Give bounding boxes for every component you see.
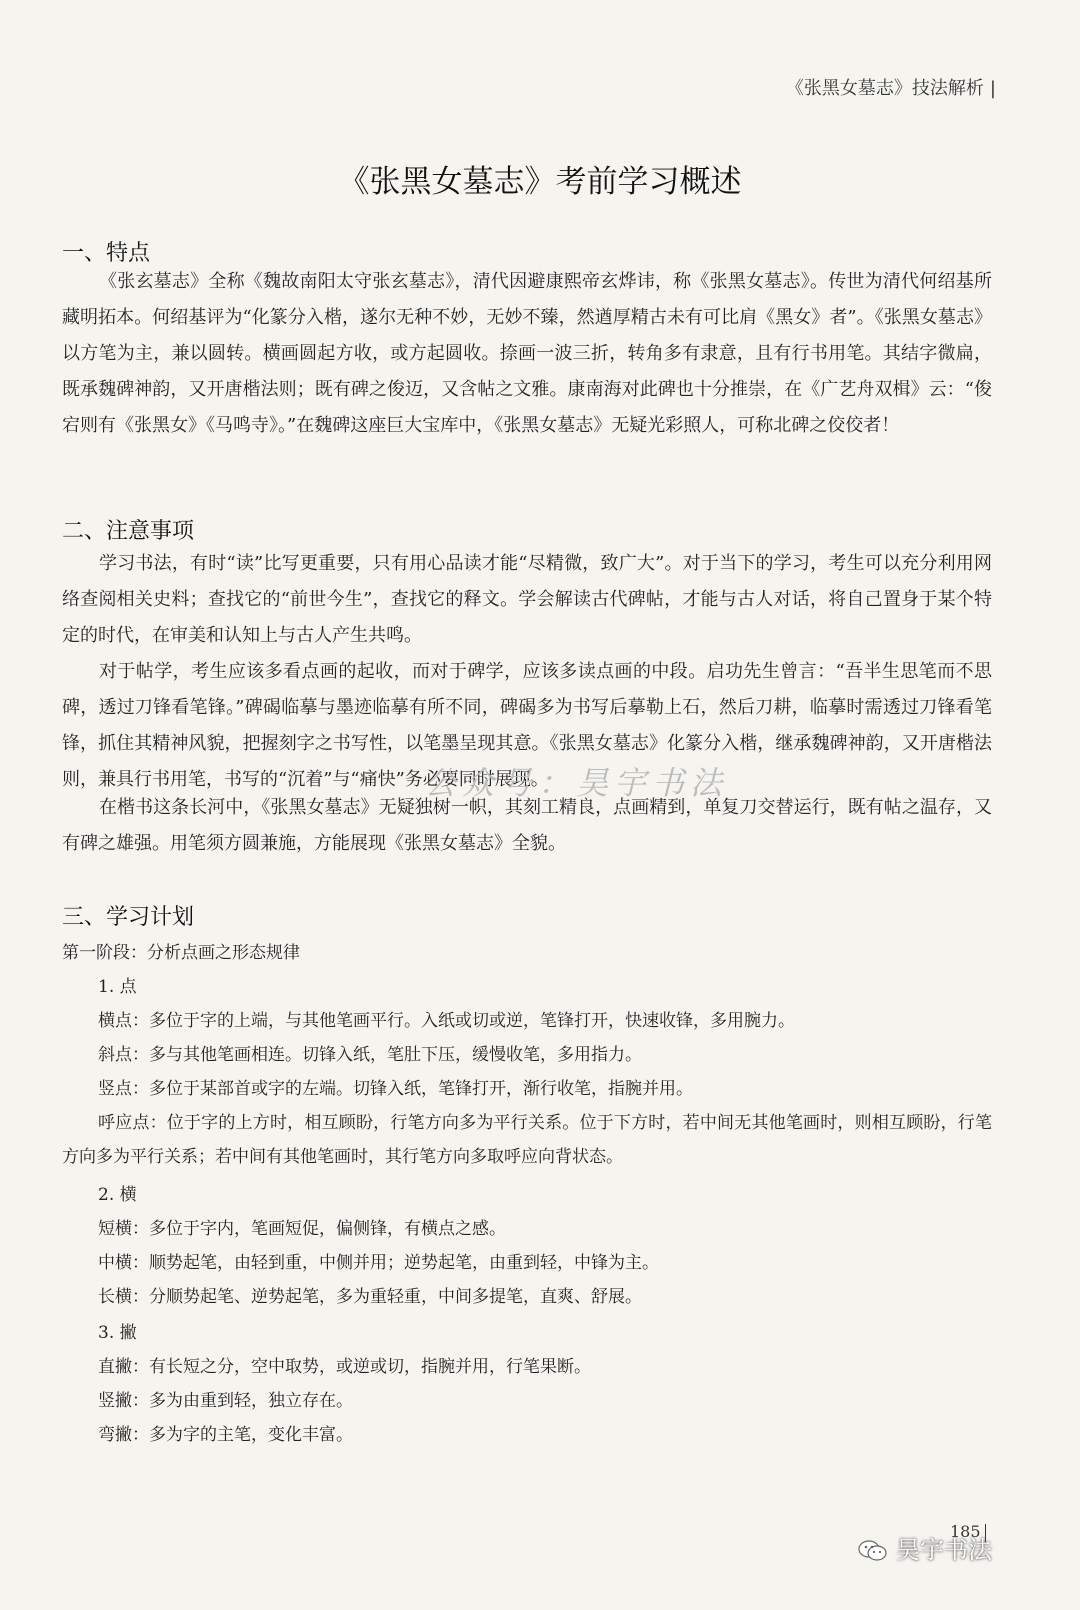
notes-paragraph-1: 学习书法，有时“读”比写更重要，只有用心品读才能“尽精微，致广大”。对于当下的学习，考生可以充分利用网络查阅相关史料；查找它的“前世今生”，查找它的释文。学会解读古代碑帖，才能与古人对话，将自己置身于某个特定的时代，在审美和认知上与古人产生共鸣。 bbox=[62, 553, 992, 646]
heng-medium: 中横：顺势起笔，由轻到重，中侧并用；逆势起笔，由重到轻，中锋为主。 bbox=[98, 1253, 659, 1273]
wechat-icon bbox=[858, 1539, 888, 1563]
subheading-dot: 1. 点 bbox=[98, 977, 137, 997]
heng-long: 长横：分顺势起笔、逆势起笔，多为重轻重，中间多提笔，直爽、舒展。 bbox=[98, 1287, 642, 1307]
header-separator: | bbox=[989, 78, 996, 99]
section-heading-plan: 三、学习计划 bbox=[62, 905, 195, 930]
dot-echo: 呼应点：位于字的上方时，相互顾盼，行笔方向多为平行关系。位于下方时，若中间无其他笔画时，则相互顾盼，行笔方向多为平行关系；若中间有其他笔画时，其行笔方向多取呼应向背状态。 bbox=[62, 1113, 992, 1167]
watermark-text: 公众号：昊宇书法 bbox=[424, 764, 729, 802]
dot-vertical: 竖点：多位于某部首或字的左端。切锋入纸，笔锋打开，渐行收笔，指腕并用。 bbox=[98, 1079, 693, 1099]
footer-watermark: 昊宇书法 bbox=[858, 1530, 992, 1565]
subheading-pie: 3. 撇 bbox=[98, 1323, 137, 1343]
section-heading-features: 一、特点 bbox=[62, 241, 151, 266]
dot-slant: 斜点：多与其他笔画相连。切锋入纸，笔肚下压，缓慢收笔，多用指力。 bbox=[98, 1045, 642, 1065]
subheading-heng: 2. 横 bbox=[98, 1185, 137, 1205]
heng-short: 短横：多位于字内，笔画短促，偏侧锋，有横点之感。 bbox=[98, 1219, 506, 1239]
running-header bbox=[786, 74, 996, 100]
section-heading-notes: 二、注意事项 bbox=[62, 519, 195, 544]
pie-curved: 弯撇：多为字的主笔，变化丰富。 bbox=[98, 1425, 353, 1445]
dot-horizontal: 横点：多位于字的上端，与其他笔画平行。入纸或切或逆，笔锋打开，快速收锋，多用腕力。 bbox=[98, 1011, 795, 1031]
stage-title: 第一阶段：分析点画之形态规律 bbox=[62, 943, 300, 963]
notes-paragraph-3: 在楷书这条长河中，《张黑女墓志》无疑独树一帜，其刻工精良，点画精到，单复刀交替运行，既有帖之温存，又有碑之雄强。用笔须方圆兼施，方能展现《张黑女墓志》全貌。 bbox=[62, 797, 992, 854]
running-title: 《张黑女墓志》技法解析 bbox=[785, 78, 984, 99]
features-paragraph: 《张玄墓志》全称《魏故南阳太守张玄墓志》，清代因避康熙帝玄烨讳，称《张黑女墓志》。传世为清代何绍基所藏明拓本。何绍基评为“化篆分入楷，遂尔无种不妙，无妙不臻，然遒厚精古未有可比肩《黑女》者”。《张黑女墓志》以方笔为主，兼以圆转。横画圆起方收，或方起圆收。捺画一波三折，转角多有隶意，且有行书用笔。其结字微扁，既承魏碑神韵，又开唐楷法则；既有碑之俊迈，又含帖之文雅。康南海对此碑也十分推崇，在《广艺舟双楫》云：“俊宕则有《张黑女》《马鸣寺》。”在魏碑这座巨大宝库中，《张黑女墓志》无疑光彩照人，可称北碑之佼佼者！ bbox=[62, 271, 992, 436]
pie-straight: 直撇：有长短之分，空中取势，或逆或切，指腕并用，行笔果断。 bbox=[98, 1357, 591, 1377]
page-number: 185 bbox=[950, 1522, 986, 1542]
notes-paragraph-2: 对于帖学，考生应该多看点画的起收，而对于碑学，应该多读点画的中段。启功先生曾言：“吾半生思笔而不思碑，透过刀锋看笔锋。”碑碣临摹与墨迹临摹有所不同，碑碣多为书写后摹勒上石，然后刀耕，临摹时需透过刀锋看笔锋，抓住其精神风貌，把握刻字之书写性，以笔墨呈现其意。《张黑女墓志》化篆分入楷，继承魏碑神韵，又开唐楷法则，兼具行书用笔，书写的“沉着”与“痛快”务必要同时展现。 bbox=[62, 661, 992, 790]
page-title: 《张黑女墓志》考前学习概述 bbox=[338, 164, 742, 200]
pie-vertical: 竖撇：多为由重到轻，独立存在。 bbox=[98, 1391, 353, 1411]
